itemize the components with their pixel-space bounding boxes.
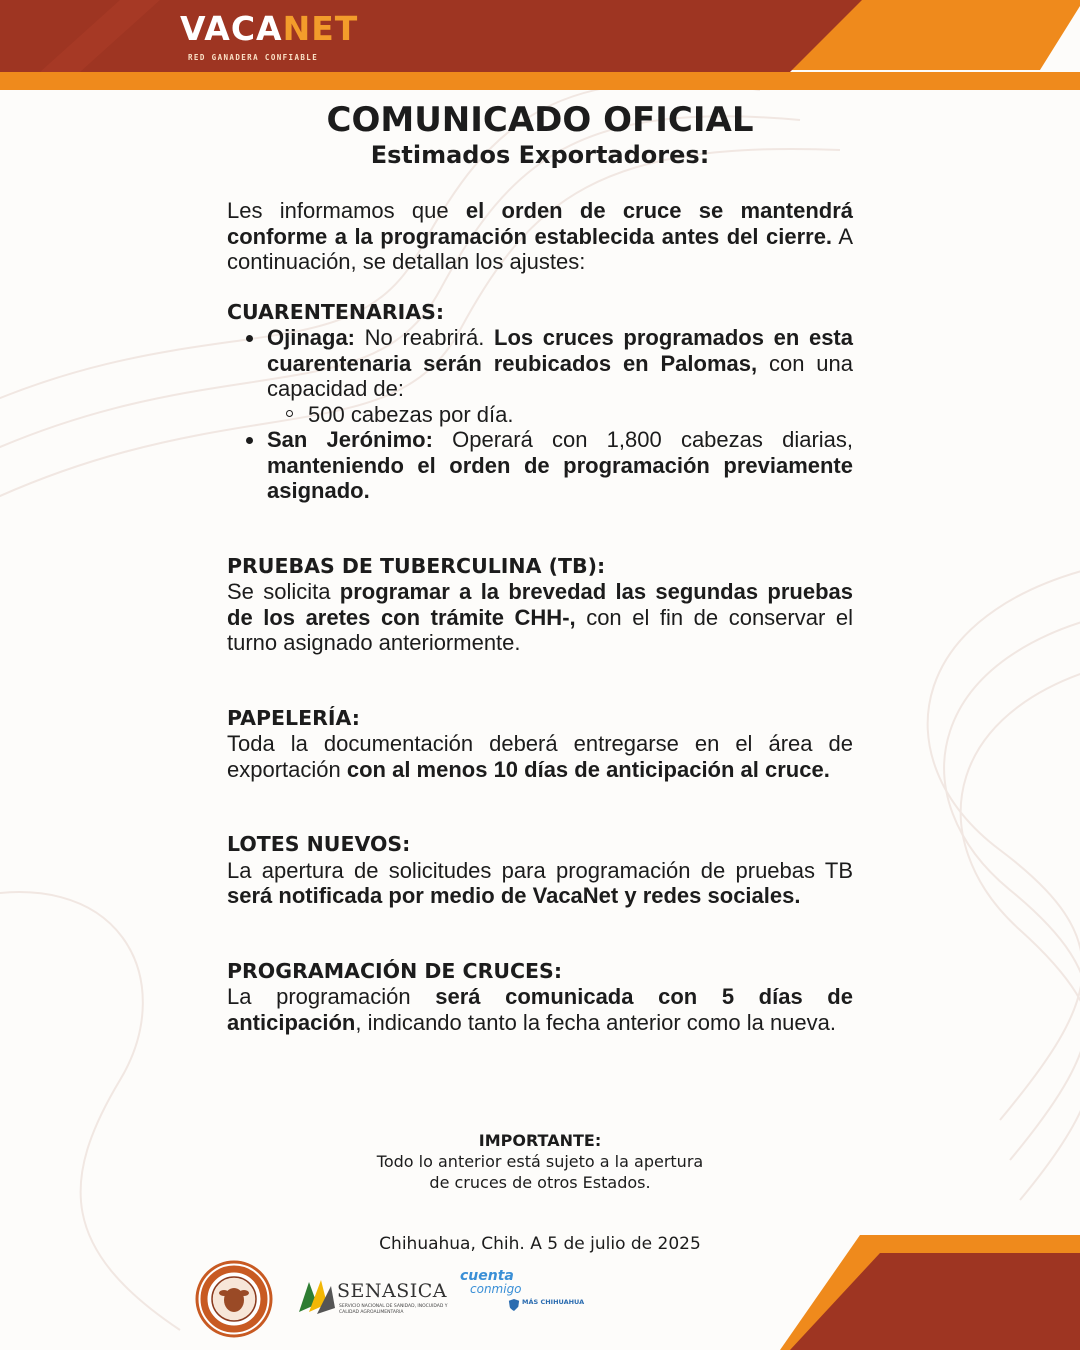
page-subtitle: Estimados Exportadores: [370,141,710,169]
footer-logos [195,1258,595,1338]
section-heading-papeleria: PAPELERÍA: [227,705,360,730]
senasica-description: SERVICIO NACIONAL DE SANIDAD, INOCUIDAD Y CALIDAD AGROALIMENTARIA [339,1304,448,1315]
papeleria-paragraph: Toda la documentación deberá entregarse en el área de exportación con al menos 10 días de anticipación al cruce. [227,731,853,782]
logo-wordmark: VACANET [180,9,359,48]
sub-list-item: 500 cabezas por día. [308,402,853,428]
tb-paragraph: Se solicita programar a la brevedad las segundas pruebas de los aretes con trámite CHH-, con el fin de conservar el turno asignado anteriormente. [227,579,853,655]
header-banner [0,0,1080,95]
logo-tagline: RED GANADERA CONFIABLE [188,53,319,62]
sub-list [267,402,853,428]
section-heading-lotes: LOTES NUEVOS: [227,832,411,856]
list-item: Ojinaga: No reabrirá. Los cruces programados en esta cuarentenaria serán reubicados en Palomas, con una capacidad de: 500 cabezas por día. [267,325,853,427]
section-heading-programacion: PROGRAMACIÓN DE CRUCES: [227,958,563,983]
important-line: Todo lo anterior está sujeto a la apertura [376,1152,704,1171]
programacion-paragraph: La programación será comunicada con 5 días de anticipación, indicando tanto la fecha anterior como la nueva. [227,984,853,1035]
date-line: Chihuahua, Chih. A 5 de julio de 2025 [379,1234,701,1254]
important-title: IMPORTANTE: [478,1131,602,1150]
intro-paragraph: Les informamos que el orden de cruce se mantendrá conforme a la programación establecida antes del cierre. A continuación, se detallan los ajustes: [227,198,854,274]
senasica-emblem-icon [295,1274,339,1318]
section-heading-tb: PRUEBAS DE TUBERCULINA (TB): [227,553,606,578]
main-content [227,100,853,1035]
shield-icon [508,1298,520,1312]
mas-chihuahua-logo: MÁS CHIHUAHUA [522,1298,585,1306]
important-note [300,1130,780,1193]
cuenta-conmigo-logo: cuenta conmigo MÁS CHIHUAHUA [460,1268,580,1328]
lotes-paragraph: La apertura de solicitudes para programación de pruebas TB será notificada por medio de VacaNet y redes sociales. [227,857,853,908]
senasica-logo [295,1274,448,1326]
union-ganadera-seal-logo [195,1260,273,1338]
list-item: San Jerónimo: Operará con 1,800 cabezas diarias, manteniendo el orden de programación previamente asignado. [267,427,854,503]
important-line: de cruces de otros Estados. [429,1173,651,1192]
footer-banner [780,1235,1080,1350]
page-title: COMUNICADO OFICIAL [326,100,754,140]
section-heading-cuarentenarias: CUARENTENARIAS: [227,299,445,324]
cuarentenarias-list [227,325,853,504]
senasica-name: SENASICA [337,1280,448,1302]
vacanet-logo [180,8,359,68]
